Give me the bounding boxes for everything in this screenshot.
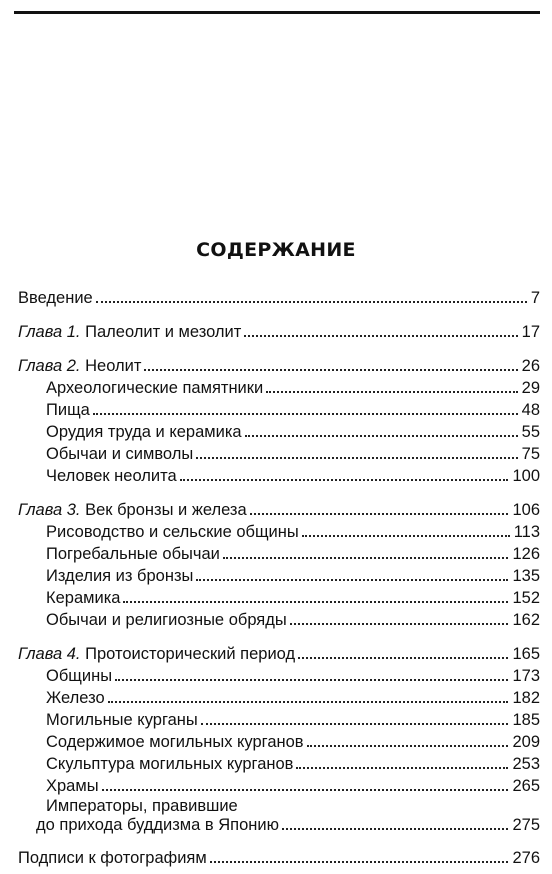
toc-subentry[interactable]	[18, 687, 540, 709]
dot-leader	[196, 579, 508, 581]
toc-subentry[interactable]	[18, 731, 540, 753]
dot-leader	[298, 657, 508, 659]
toc-entry-text: Железо	[46, 689, 105, 707]
toc-page-number: 75	[521, 445, 540, 463]
toc-subentry[interactable]	[18, 543, 540, 565]
toc-entry-chapter-2[interactable]	[18, 355, 540, 377]
toc-page-number: 275	[512, 816, 540, 834]
toc-subentry[interactable]	[18, 753, 540, 775]
toc-subentry[interactable]	[18, 399, 540, 421]
dot-leader	[93, 413, 518, 415]
toc-entry-text: Рисоводство и сельские общины	[46, 523, 299, 541]
toc-subentry[interactable]	[18, 609, 540, 631]
toc-entry-text: Подписи к фотографиям	[18, 849, 207, 867]
table-of-contents	[18, 287, 540, 869]
dot-leader	[210, 861, 509, 863]
toc-entry-text-line1: Императоры, правившие	[46, 797, 238, 815]
toc-page-number: 253	[512, 755, 540, 773]
dot-leader	[302, 535, 510, 537]
toc-subentry[interactable]	[18, 465, 540, 487]
toc-page-number: 165	[512, 645, 540, 663]
toc-page-number: 7	[530, 289, 540, 307]
toc-entry-text: Пища	[46, 401, 90, 419]
toc-subentry[interactable]	[18, 421, 540, 443]
dot-leader	[266, 391, 517, 393]
toc-page-number: 106	[512, 501, 540, 519]
toc-subentry[interactable]	[18, 665, 540, 687]
toc-entry-text: Содержимое могильных курганов	[46, 733, 304, 751]
toc-page-number: 26	[521, 357, 540, 375]
toc-entry-text: Археологические памятники	[46, 379, 264, 397]
dot-leader	[123, 601, 508, 603]
dot-leader	[96, 301, 527, 303]
toc-subentry[interactable]	[18, 443, 540, 465]
toc-page-number: 113	[513, 523, 540, 541]
toc-subentry[interactable]	[18, 709, 540, 731]
toc-entry-text: Человек неолита	[46, 467, 177, 485]
toc-page-number: 162	[512, 611, 540, 629]
toc-entry-text: Изделия из бронзы	[46, 567, 194, 585]
dot-leader	[296, 767, 508, 769]
toc-entry-text: Неолит	[85, 357, 142, 375]
dot-leader	[245, 435, 518, 437]
toc-entry-chapter-1[interactable]	[18, 321, 540, 343]
toc-page-number: 48	[521, 401, 540, 419]
dot-leader	[102, 789, 509, 791]
dot-leader	[108, 701, 509, 703]
toc-page-number: 173	[512, 667, 540, 685]
toc-entry-text: Обычаи и религиозные обряды	[46, 611, 287, 629]
toc-entry-chapter-3[interactable]	[18, 499, 540, 521]
toc-page-number: 185	[512, 711, 540, 729]
dot-leader	[223, 557, 509, 559]
dot-leader	[282, 828, 508, 830]
dot-leader	[244, 335, 517, 337]
toc-page-number: 100	[512, 467, 540, 485]
toc-entry-text: Палеолит и мезолит	[85, 323, 242, 341]
dot-leader	[196, 457, 517, 459]
toc-entry-text: Орудия труда и керамика	[46, 423, 242, 441]
toc-entry-text: Протоисторический период	[85, 645, 296, 663]
toc-page-number: 152	[512, 589, 540, 607]
top-rule	[14, 11, 540, 14]
toc-subentry[interactable]	[18, 565, 540, 587]
dot-leader	[180, 479, 509, 481]
chapter-label: Глава 3.	[18, 501, 81, 519]
dot-leader	[115, 679, 508, 681]
dot-leader	[290, 623, 509, 625]
toc-entry-text: Общины	[46, 667, 113, 685]
toc-subentry[interactable]	[18, 521, 540, 543]
toc-entry-text: Храмы	[46, 777, 99, 795]
dot-leader	[201, 723, 509, 725]
toc-page-number: 276	[512, 849, 540, 867]
chapter-label: Глава 4.	[18, 645, 81, 663]
toc-entry-photo-captions[interactable]	[18, 847, 540, 869]
toc-entry-text-line2: до прихода буддизма в Японию	[36, 816, 279, 834]
toc-page-number: 209	[512, 733, 540, 751]
toc-page-number: 265	[512, 777, 540, 795]
dot-leader	[307, 745, 509, 747]
dot-leader	[250, 513, 509, 515]
toc-page-number: 182	[512, 689, 540, 707]
toc-page-number: 55	[521, 423, 540, 441]
toc-page-number: 135	[512, 567, 540, 585]
toc-entry-text: Век бронзы и железа	[85, 501, 247, 519]
toc-entry-text: Керамика	[46, 589, 121, 607]
toc-subentry-multiline[interactable]	[18, 797, 540, 835]
toc-subentry[interactable]	[18, 377, 540, 399]
toc-entry-text: Обычаи и символы	[46, 445, 194, 463]
toc-page-number: 17	[521, 323, 540, 341]
toc-page-number: 126	[512, 545, 540, 563]
toc-entry-chapter-4[interactable]	[18, 643, 540, 665]
chapter-label: Глава 2.	[18, 357, 81, 375]
toc-page-number: 29	[521, 379, 540, 397]
toc-entry-text: Введение	[18, 289, 93, 307]
toc-entry-text: Могильные курганы	[46, 711, 198, 729]
toc-entry-introduction[interactable]	[18, 287, 540, 309]
page-title: СОДЕРЖАНИЕ	[196, 239, 356, 261]
dot-leader	[144, 369, 517, 371]
toc-entry-text: Скульптура могильных курганов	[46, 755, 294, 773]
chapter-label: Глава 1.	[18, 323, 81, 341]
toc-entry-text: Погребальные обычаи	[46, 545, 220, 563]
toc-subentry[interactable]	[18, 775, 540, 797]
toc-subentry[interactable]	[18, 587, 540, 609]
